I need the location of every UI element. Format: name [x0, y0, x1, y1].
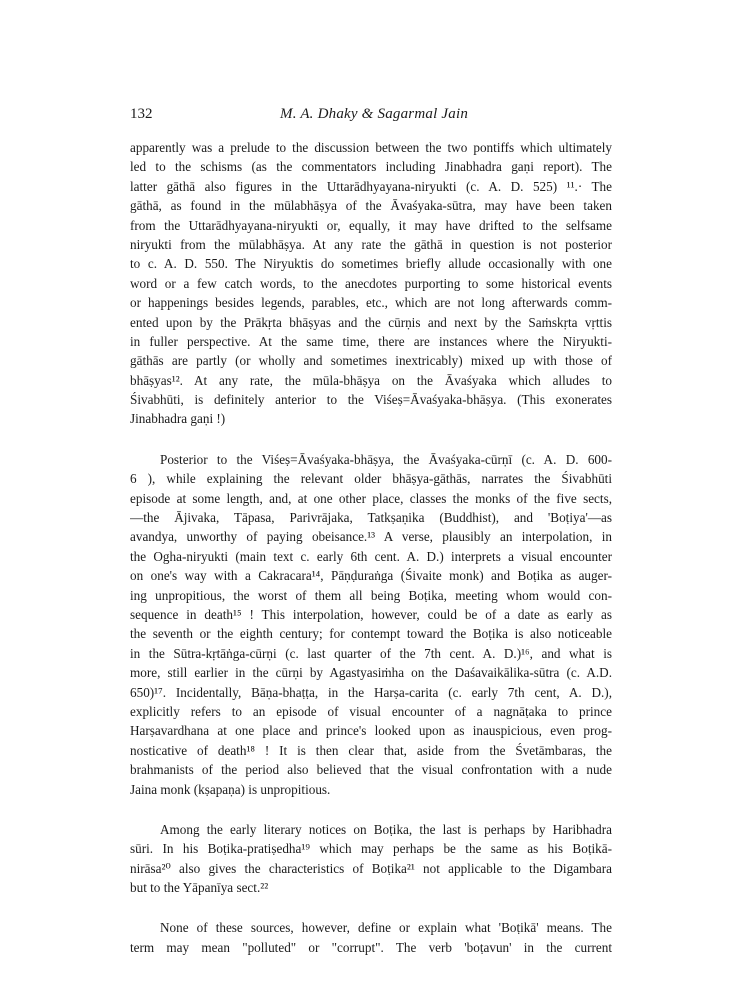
text-line: ing unpropitious, the worst of them all being Boṭika, meeting whom would con- [130, 587, 612, 603]
text-line: latter gāthā also figures in the Uttarādhyayana-niryukti (c. A. D. 525) ¹¹.· The [130, 178, 612, 194]
text-line: the seventh or the eighth century; for contempt toward the Boṭika is also noticeable [130, 626, 612, 642]
text-line: niryukti from the mūlabhāṣya. At any rate the gāthā in question is not posterior [130, 236, 612, 252]
text-line: —the Ājivaka, Tāpasa, Parivrājaka, Tatkṣaṇika (Buddhist), and 'Boṭiya'—as [130, 510, 612, 526]
text-line: explicitly refers to an episode of visual encounter of a nagnāṭaka to prince [130, 703, 612, 719]
text-line: sequence in death¹⁵ ! This interpolation, however, could be of a date as early as [130, 606, 612, 622]
text-line: sūri. In his Boṭika-pratiṣedha¹⁹ which may perhaps be the same as his Boṭikā- [130, 841, 612, 857]
text-line: Posterior to the Viśeṣ=Āvaśyaka-bhāṣya, the Āvaśyaka-cūrṇī (c. A. D. 600- [160, 451, 612, 467]
text-line: but to the Yāpanīya sect.²² [130, 880, 269, 896]
paragraph-gap [130, 897, 612, 918]
text-line: from the Uttarādhyayana-niryukti or, equally, it may have drifted to the selfsame [130, 217, 612, 233]
text-line: avandya, unworthy of paying obeisance.¹³ A verse, plausibly an interpolation, in [130, 529, 612, 545]
text-line: the Ogha-niryukti (main text c. early 6th cent. A. D.) interprets a visual encounter [130, 548, 612, 564]
text-line: Jinabhadra gaṇi !) [130, 411, 226, 427]
text-line: in fuller perspective. At the same time, there are instances where the Niryukti- [130, 333, 612, 349]
text-line: to c. A. D. 550. The Niryuktis do sometimes briefly allude occasionally with one [130, 256, 612, 272]
text-line: None of these sources, however, define or explain what 'Boṭikā' means. The [160, 920, 612, 936]
text-line: bhāṣyas¹². At any rate, the mūla-bhāṣya on the Āvaśyaka which alludes to [130, 372, 612, 388]
text-line: gāthā, as found in the mūlabhāṣya of the Āvaśyaka-sūtra, may have been taken [130, 198, 612, 214]
text-line: 650)¹⁷. Incidentally, Bāṇa-bhaṭṭa, in the Harṣa-carita (c. early 7th cent, A. D.), [130, 684, 612, 700]
text-line: in the Sūtra-kṛtāṅga-cūrṇi (c. last quarter of the 7th cent. A. D.)¹⁶, and what is [130, 645, 612, 661]
text-line: Among the early literary notices on Boṭika, the last is perhaps by Haribhadra [160, 821, 612, 837]
text-line: Śivabhūti, is definitely anterior to the Viśeṣ=Āvaśyaka-bhāṣya. (This exonerates [130, 392, 612, 408]
text-line: nirāsa²⁰ also gives the characteristics of Boṭika²¹ not applicable to the Digambara [130, 860, 612, 876]
text-line: ented upon by the Prākṛta bhāṣyas and the cūrṇis and next by the Saṁskṛta vṛttis [130, 314, 612, 330]
text-line: Harṣavardhana at one place and prince's looked upon as inauspicious, even prog- [130, 723, 612, 739]
paragraph-gap [130, 799, 612, 820]
text-line: word or a few catch words, to the anecdotes purporting to some historical events [130, 275, 612, 291]
paragraph [130, 820, 612, 898]
paragraph [130, 450, 612, 799]
page-header [130, 106, 610, 128]
text-line: on one's way with a Cakracara¹⁴, Pāṇḍuraṅga (Śivaite monk) and Boṭika as auger- [130, 568, 612, 584]
text-line: episode at some length, and, at one other place, classes the monks of the five sects, [130, 490, 612, 506]
text-line: term may mean "polluted" or "corrupt". The verb 'boṭavun' in the current [130, 939, 612, 955]
text-line: gāthās are partly (or wholly and sometimes inextricably) mixed up with those of [130, 353, 612, 369]
text-line: or happenings besides legends, parables, etc., which are not long afterwards comm- [130, 295, 612, 311]
paragraph-gap [130, 429, 612, 450]
paragraph [130, 138, 612, 429]
page-number: 132 [130, 106, 153, 122]
body-text [130, 138, 612, 957]
text-line: nosticative of death¹⁸ ! It is then clear that, aside from the Śvetāmbaras, the [130, 742, 612, 758]
text-line: 6 ), while explaining the relevant older bhāṣya-gāthās, narrates the Śivabhūti [130, 471, 612, 487]
text-line: brahmanists of the period also believed that the visual confrontation with a nude [130, 762, 612, 778]
paragraph [130, 918, 612, 957]
text-line: Jaina monk (kṣapaṇa) is unpropitious. [130, 781, 331, 797]
text-line: more, still earlier in the cūrṇi by Agastyasiṁha on the Daśavaikālika-sūtra (c. A.D. [130, 665, 612, 681]
running-head: M. A. Dhaky & Sagarmal Jain [280, 106, 469, 122]
text-line: led to the schisms (as the commentators including Jinabhadra gaṇi report). The [130, 159, 612, 175]
text-line: apparently was a prelude to the discussion between the two pontiffs which ultimately [130, 140, 612, 155]
